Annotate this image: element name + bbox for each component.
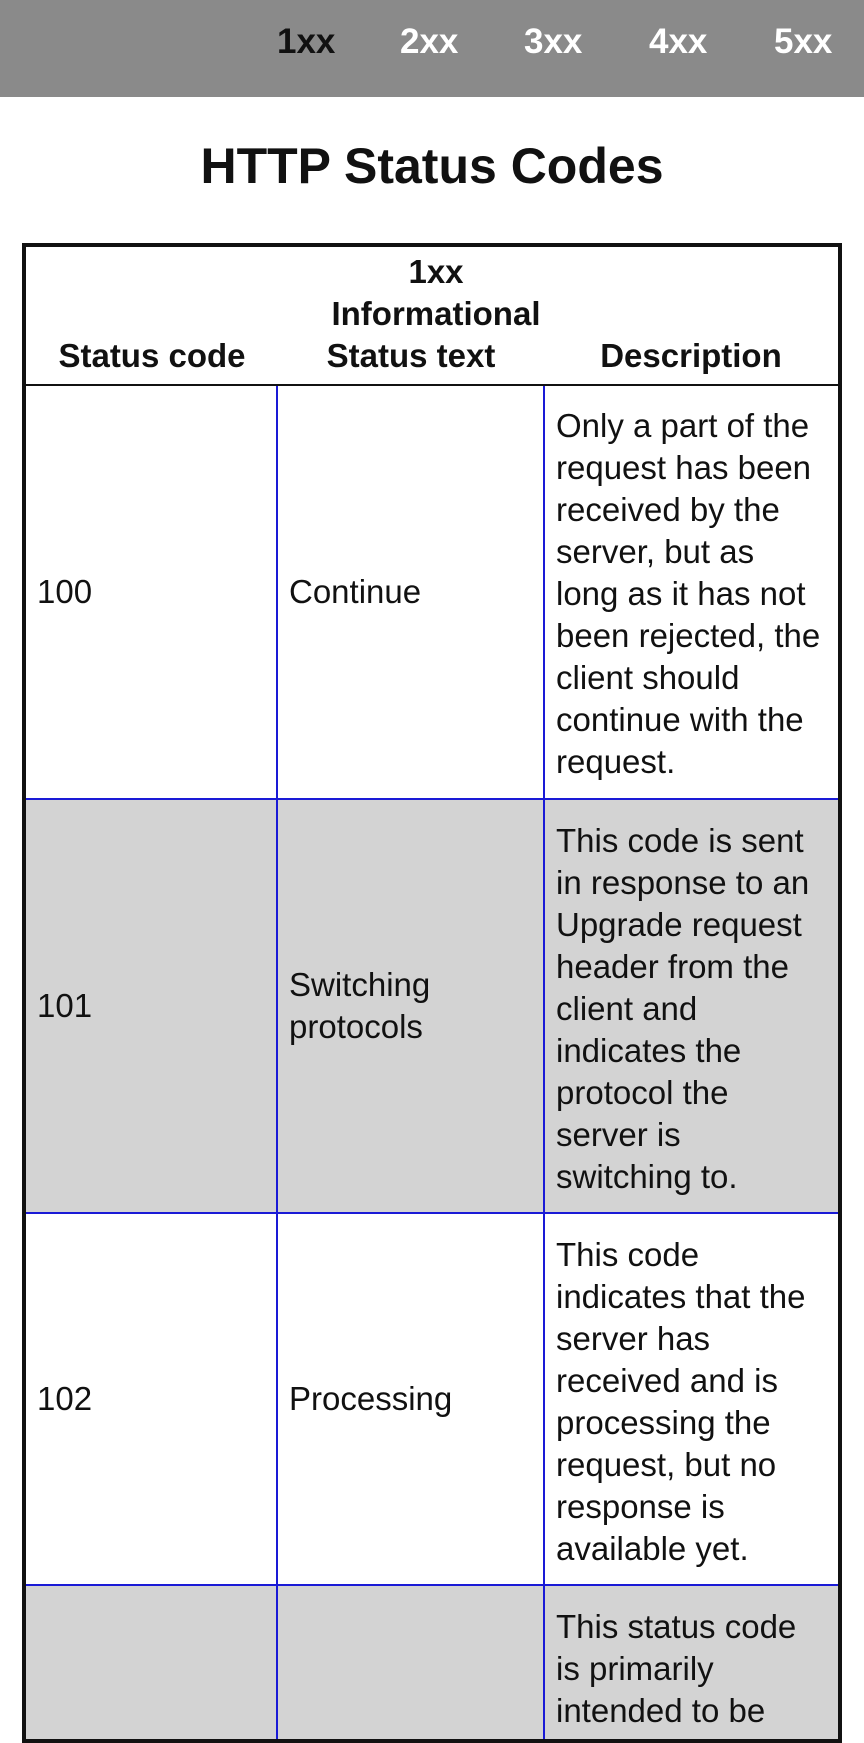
status-text-cell: Switching protocols <box>289 966 431 1045</box>
table-row <box>26 1586 838 1743</box>
tab-3xx[interactable]: 3xx <box>524 22 583 61</box>
status-code-cell: 101 <box>37 987 93 1024</box>
status-text-cell: Continue <box>289 573 422 610</box>
status-code-cell: 100 <box>37 573 93 610</box>
cell-divider <box>543 386 545 800</box>
page-title: HTTP Status Codes <box>200 138 664 194</box>
header-description: Description <box>600 337 782 374</box>
cell-divider <box>543 800 545 1214</box>
cell-divider <box>276 1586 278 1743</box>
tab-1xx[interactable]: 1xx <box>277 22 336 61</box>
table-caption <box>286 251 586 335</box>
status-text-cell: Processing <box>289 1380 453 1417</box>
table-row <box>26 386 838 800</box>
description-cell: This code is sent in response to an Upgrade request header from the client and indicates the protocol the server is switching to. <box>556 822 810 1195</box>
cell-divider <box>276 800 278 1214</box>
description-cell: This code indicates that the server has received and is processing the request, but no response is available yet. <box>556 1236 806 1567</box>
top-navigation <box>0 0 864 97</box>
description-cell: Only a part of the request has been received by the server, but as long as it has not been rejected, the client should continue with the request. <box>556 407 821 780</box>
table-row <box>26 800 838 1214</box>
caption-category: 1xx <box>408 253 464 290</box>
table-header <box>26 247 838 386</box>
tab-4xx[interactable]: 4xx <box>649 22 708 61</box>
cell-divider <box>543 1214 545 1586</box>
description-cell: This status code is primarily intended to be <box>556 1608 797 1729</box>
tab-2xx[interactable]: 2xx <box>400 22 459 61</box>
table-row <box>26 1214 838 1586</box>
cell-divider <box>276 1214 278 1586</box>
header-status-code: Status code <box>58 337 246 374</box>
tab-5xx[interactable]: 5xx <box>774 22 833 61</box>
header-status-text: Status text <box>326 337 496 374</box>
caption-category-name: Informational <box>331 295 541 332</box>
status-code-cell: 102 <box>37 1380 93 1417</box>
cell-divider <box>543 1586 545 1743</box>
status-codes-table <box>22 243 842 1743</box>
cell-divider <box>276 386 278 800</box>
